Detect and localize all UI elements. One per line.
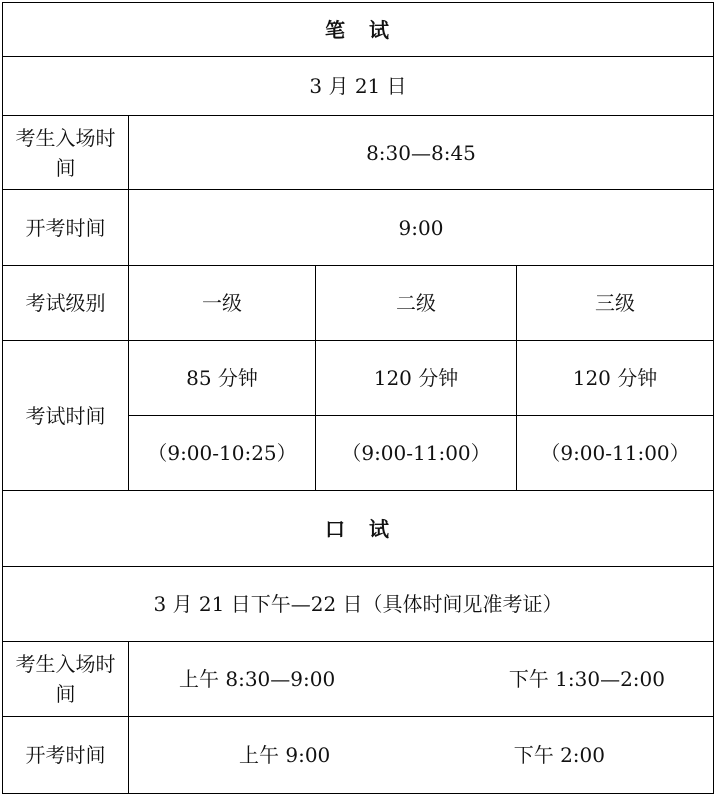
written-title-row (3, 3, 714, 57)
oral-entry-label: 考生入场时间 (3, 642, 129, 717)
oral-start-pm: 下午 2:00 (513, 743, 605, 767)
written-entry-time: 8:30—8:45 (129, 116, 714, 190)
oral-entry-row (3, 642, 714, 717)
oral-section-title: 口 试 (3, 491, 714, 567)
range-level-2: （9:00-11:00） (316, 416, 517, 491)
written-level-label: 考试级别 (3, 266, 129, 341)
written-duration-row (3, 341, 714, 416)
written-entry-label: 考生入场时间 (3, 116, 129, 190)
written-date-row (3, 57, 714, 116)
written-section-title: 笔 试 (3, 3, 714, 57)
duration-level-1: 85 分钟 (129, 341, 316, 416)
oral-entry-am: 上午 8:30—9:00 (179, 667, 336, 691)
duration-level-2: 120 分钟 (316, 341, 517, 416)
oral-start-am: 上午 9:00 (239, 743, 331, 767)
oral-date-row (3, 567, 714, 642)
written-start-label: 开考时间 (3, 190, 129, 266)
oral-start-label: 开考时间 (3, 717, 129, 794)
oral-start-row (3, 717, 714, 794)
written-entry-row (3, 116, 714, 190)
level-2: 二级 (316, 266, 517, 341)
range-level-3: （9:00-11:00） (517, 416, 714, 491)
written-start-time: 9:00 (129, 190, 714, 266)
oral-title-row (3, 491, 714, 567)
level-3: 三级 (517, 266, 714, 341)
written-date: 3 月 21 日 (3, 57, 714, 116)
oral-entry-times (129, 642, 714, 717)
written-duration-label: 考试时间 (3, 341, 129, 491)
oral-date: 3 月 21 日下午—22 日（具体时间见准考证） (3, 567, 714, 642)
oral-entry-pm: 下午 1:30—2:00 (508, 667, 665, 691)
range-level-1: （9:00-10:25） (129, 416, 316, 491)
duration-level-3: 120 分钟 (517, 341, 714, 416)
oral-start-times (129, 717, 714, 794)
written-start-row (3, 190, 714, 266)
level-1: 一级 (129, 266, 316, 341)
written-level-row (3, 266, 714, 341)
exam-schedule-table (2, 2, 714, 794)
